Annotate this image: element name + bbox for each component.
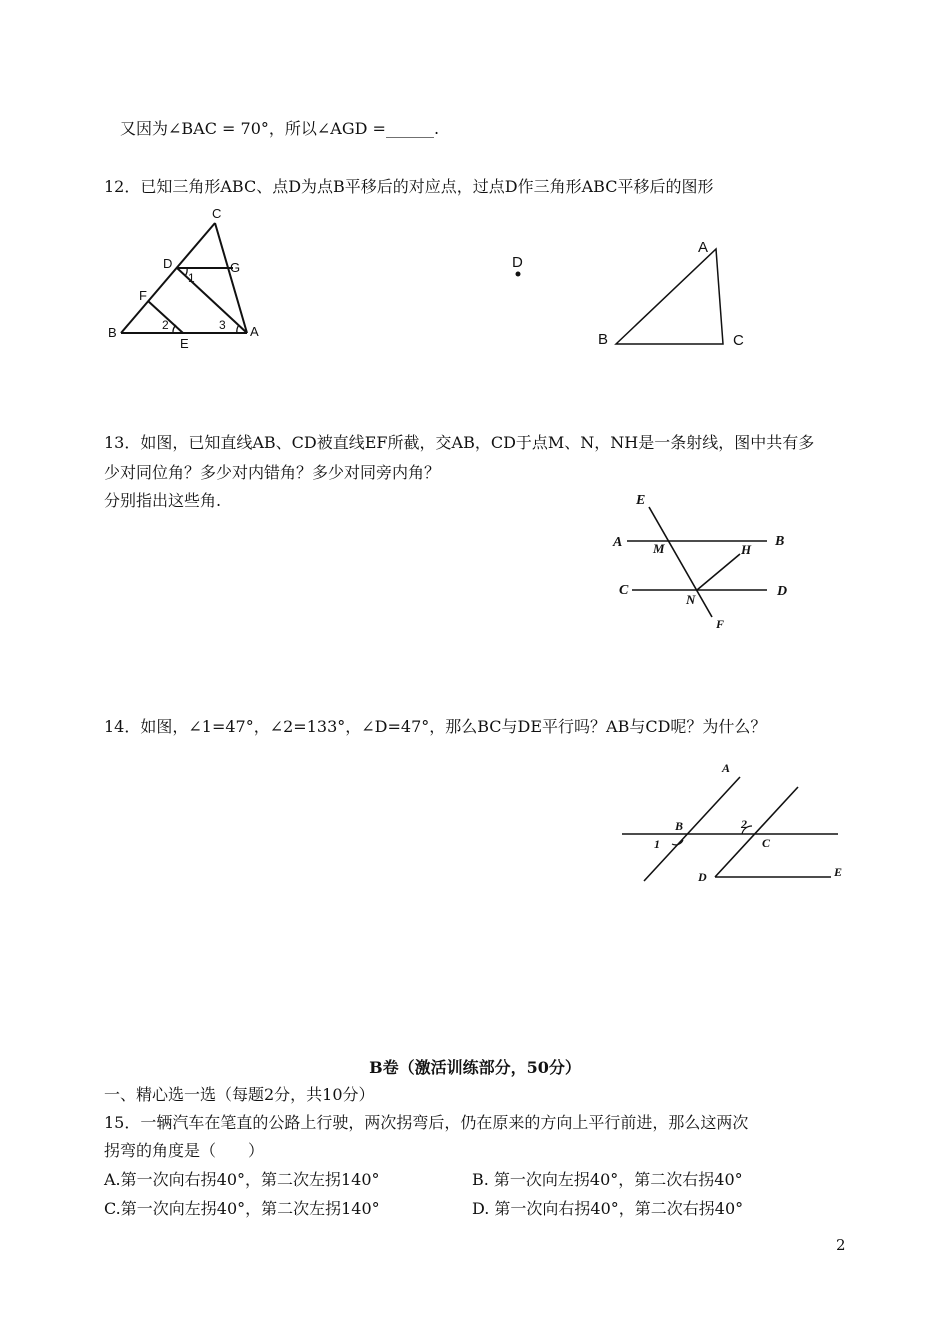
label-a: A xyxy=(722,761,731,775)
part-one-heading: 一、精心选一选（每题2分，共10分） xyxy=(104,1085,375,1104)
problem-13-text-line-2: 少对同位角？多少对内错角？多少对同旁内角？ xyxy=(104,463,441,482)
problem-12-text: 12．已知三角形ABC、点D为点B平移后的对应点，过点D作三角形ABC平移后的图形 xyxy=(104,177,714,196)
point-d xyxy=(516,272,521,277)
label-c: C xyxy=(762,836,771,850)
label-e: E xyxy=(180,336,189,351)
label-b: B xyxy=(675,819,684,833)
label-e: E xyxy=(834,865,843,879)
problem-15-text-line-2: 拐弯的角度是（ ） xyxy=(104,1141,265,1160)
section-b-heading: B卷（激活训练部分，50分） xyxy=(369,1058,581,1077)
label-f: F xyxy=(139,288,147,303)
angle-label-1: 1 xyxy=(188,271,195,285)
figure-12-point-d-and-triangle xyxy=(500,235,760,355)
label-d: D xyxy=(698,870,707,884)
label-b: B xyxy=(108,325,117,340)
label-c: C xyxy=(619,583,629,598)
option-c: C.第一次向左拐40°，第二次左拐140° xyxy=(104,1199,380,1218)
problem-13-text-line-3: 分别指出这些角. xyxy=(104,491,222,510)
label-n: N xyxy=(686,592,696,607)
problem-13-text-line-1: 13．如图，已知直线AB、CD被直线EF所截，交AB，CD于点M、N，NH是一条射线，图中共有多 xyxy=(104,433,815,452)
angle-label-2: 2 xyxy=(741,817,747,831)
angle-label-3: 3 xyxy=(219,318,226,332)
label-d: D xyxy=(777,584,788,599)
label-c: C xyxy=(212,206,222,221)
label-d: D xyxy=(163,256,173,271)
label-m: M xyxy=(653,541,665,556)
page-number: 2 xyxy=(836,1236,846,1254)
figure-14-parallel-lines-diagram xyxy=(615,755,850,890)
problem-15-text-line-1: 15．一辆汽车在笔直的公路上行驶，两次拐弯后，仍在原来的方向上平行前进，那么这两次 xyxy=(104,1113,749,1132)
problem-14-text: 14．如图，∠1=47°，∠2=133°，∠D=47°，那么BC与DE平行吗？AB与CD呢？为什么？ xyxy=(104,717,767,736)
label-e: E xyxy=(636,493,646,508)
label-b: B xyxy=(598,331,609,348)
figure-13-transversal-diagram xyxy=(610,488,800,630)
label-g: G xyxy=(230,260,241,275)
label-a: A xyxy=(250,324,259,339)
option-b: B. 第一次向左拐40°，第二次右拐40° xyxy=(472,1170,743,1189)
label-b: B xyxy=(775,534,785,549)
label-a: A xyxy=(613,535,623,550)
label-f: F xyxy=(716,617,725,630)
option-a: A.第一次向右拐40°，第二次左拐140° xyxy=(104,1170,380,1189)
figure-12-triangle-abc-construction xyxy=(100,200,270,355)
problem-11-continuation: 又因为∠BAC = 70°，所以∠AGD =______. xyxy=(120,119,440,138)
option-d: D. 第一次向右拐40°，第二次右拐40° xyxy=(472,1199,744,1218)
label-a: A xyxy=(698,239,709,256)
angle-label-2: 2 xyxy=(162,318,169,332)
angle-label-1: 1 xyxy=(654,837,660,851)
label-d: D xyxy=(512,254,523,271)
label-h: H xyxy=(741,542,752,557)
label-c: C xyxy=(733,332,744,349)
